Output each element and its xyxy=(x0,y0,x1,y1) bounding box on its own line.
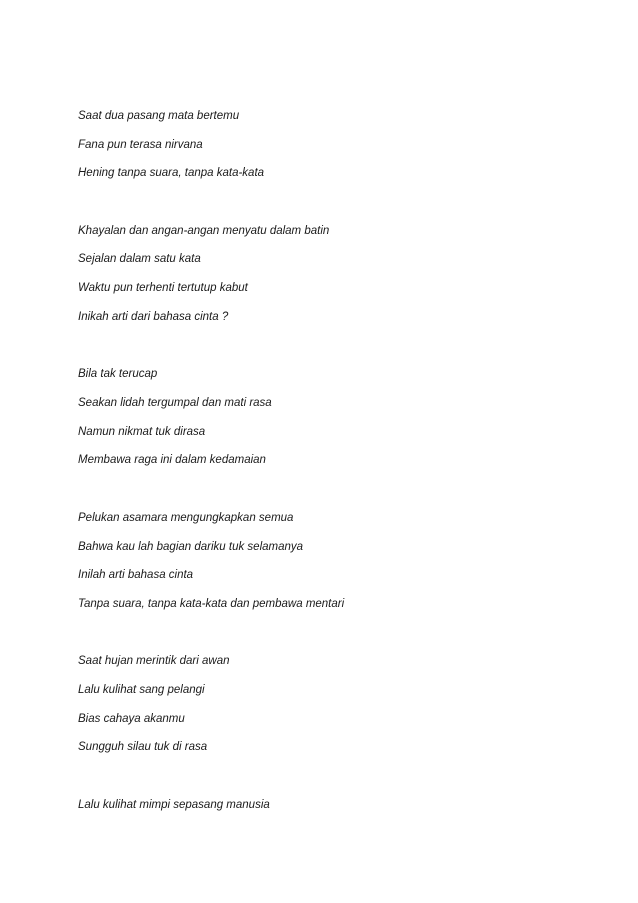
poem-line: Waktu pun terhenti tertutup kabut xyxy=(78,282,248,294)
poem-line: Pelukan asamara mengungkapkan semua xyxy=(78,512,294,524)
poem-line: Saat dua pasang mata bertemu xyxy=(78,110,240,122)
poem-line: Seakan lidah tergumpal dan mati rasa xyxy=(78,397,272,409)
poem-line: Hening tanpa suara, tanpa kata-kata xyxy=(78,167,265,179)
poem-line: Lalu kulihat sang pelangi xyxy=(78,684,205,696)
poem-line: Bahwa kau lah bagian dariku tuk selamanya xyxy=(78,541,304,553)
poem-line: Bias cahaya akanmu xyxy=(78,713,185,725)
poem-line: Sejalan dalam satu kata xyxy=(78,253,201,265)
poem-line: Inikah arti dari bahasa cinta ? xyxy=(78,311,229,323)
poem-line: Bila tak terucap xyxy=(78,368,158,380)
poem-line: Khayalan dan angan-angan menyatu dalam batin xyxy=(78,225,330,237)
poem-line: Sungguh silau tuk di rasa xyxy=(78,741,208,753)
poem-line: Membawa raga ini dalam kedamaian xyxy=(78,454,266,466)
poem-line: Lalu kulihat mimpi sepasang manusia xyxy=(78,799,270,811)
poem-line: Namun nikmat tuk dirasa xyxy=(78,426,206,438)
poem-line: Fana pun terasa nirvana xyxy=(78,139,203,151)
poem-line: Inilah arti bahasa cinta xyxy=(78,569,194,581)
poem-line: Saat hujan merintik dari awan xyxy=(78,655,230,667)
poem-line: Tanpa suara, tanpa kata-kata dan pembawa mentari xyxy=(78,598,345,610)
